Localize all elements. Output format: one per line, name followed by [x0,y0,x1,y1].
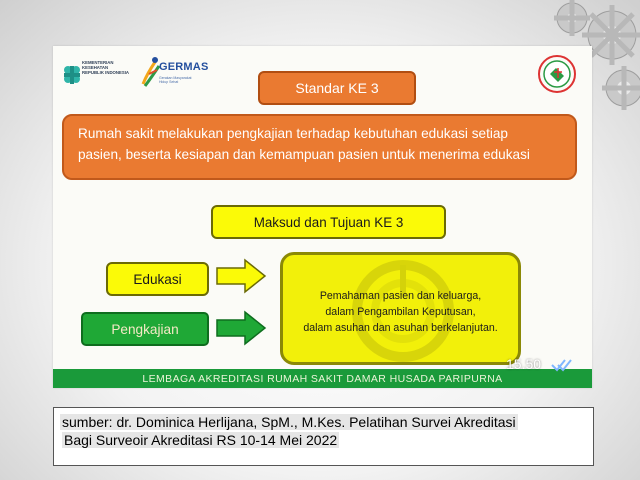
caption-line2: Bagi Surveoir Akreditasi RS 10-14 Mei 2022 [64,432,338,448]
kemkes-logo-text: KEMENTERIAN KESEHATAN REPUBLIK INDONESIA [82,60,130,75]
arrow-right-icon [215,258,267,294]
germas-logo-subtext: Gerakan Masyarakat Hidup Sehat [159,76,192,84]
maksud-tujuan-box: Maksud dan Tujuan KE 3 [211,205,446,239]
germas-logo-text: GERMAS [159,61,209,73]
timestamp: 15.50 [506,356,542,372]
result-box [280,252,521,365]
standar-statement-line2: pasien, beserta kesiapan dan kemampuan pasien untuk menerima edukasi [78,147,530,162]
standar-statement-line1: Rumah sakit melakukan pengkajian terhadap kebutuhan edukasi setiap [78,126,508,141]
result-line: dalam asuhan dan asuhan berkelanjutan. [303,322,498,334]
slide-photo [53,46,592,388]
edukasi-box: Edukasi [106,262,209,296]
pengkajian-box: Pengkajian [81,312,209,346]
source-caption [53,407,594,466]
result-text [283,288,518,336]
caption-line1: sumber: dr. Dominica Herlijana, SpM., M.Kes. Pelatihan Survei Akreditasi [62,414,516,430]
slide-footer: LEMBAGA AKREDITASI RUMAH SAKIT DAMAR HUSADA PARIPURNA [53,369,592,388]
double-check-icon [551,358,573,372]
result-line: dalam Pengambilan Keputusan, [325,306,476,318]
arrow-right-icon [215,310,267,346]
lam-logo-icon [532,52,582,98]
result-line: Pemahaman pasien dan keluarga, [319,290,482,302]
standar-title-box: Standar KE 3 [258,71,416,105]
standar-statement-box [62,114,577,180]
